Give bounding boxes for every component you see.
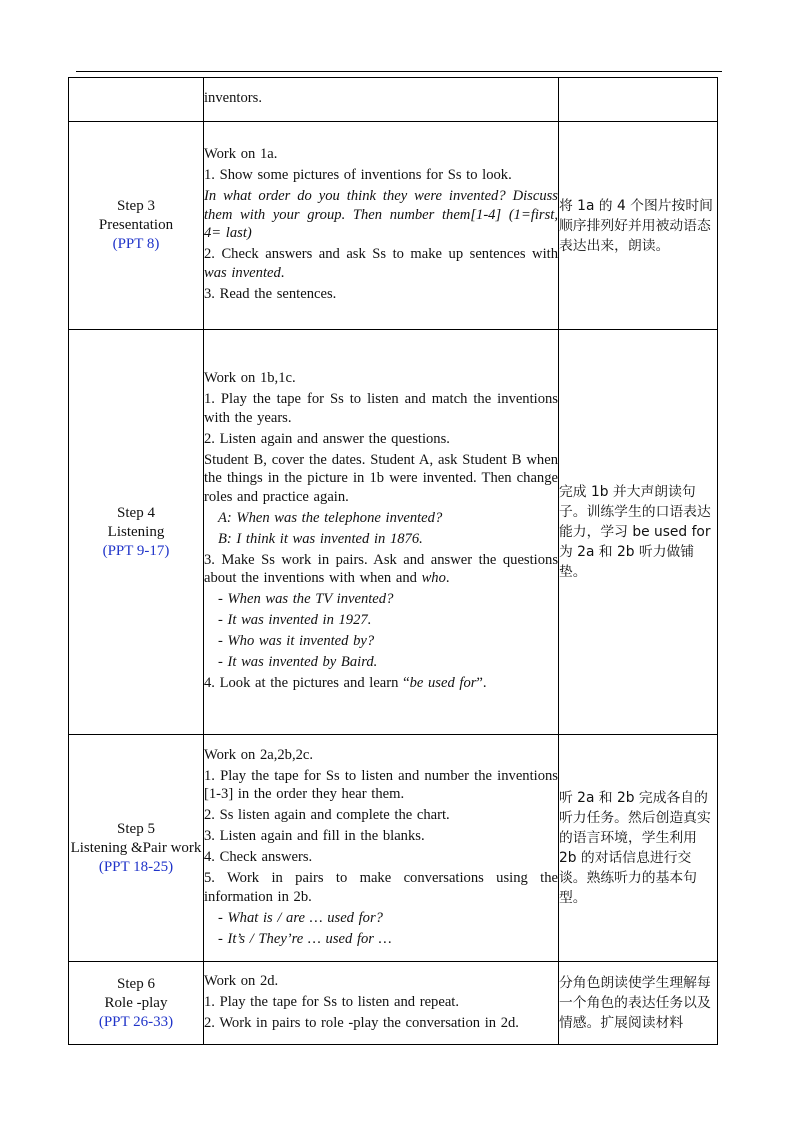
table-row (69, 330, 718, 735)
step-ppt: (PPT 8) (112, 236, 160, 252)
lesson-plan-table (68, 77, 718, 1045)
step-title: Step 5 (117, 820, 155, 837)
activity-line: In what order do you think they were invented? Discuss them with your group. Then number them[1-4] (1=first, 4= last) (204, 188, 558, 242)
step-cell (69, 122, 204, 330)
activity-line: - What is / are … used for? (218, 909, 383, 926)
activity-cell (204, 962, 559, 1045)
purpose-note: 听 2a 和 2b 完成各自的听力任务。然后创造真实的语言环境，学生利用 2b 的对话信息进行交谈。熟练听力的基本句型。 (559, 735, 718, 962)
activity-line: - When was the TV invented? (218, 591, 394, 607)
activity-line: - It’s / They’re … used for … (218, 930, 392, 947)
activity-line: inventors. (204, 90, 262, 106)
activity-line: 1. Play the tape for Ss to listen and repeat. (204, 993, 460, 1010)
activity-line: Work on 1a. (204, 146, 278, 163)
activity-line: 3. Listen again and fill in the blanks. (204, 828, 425, 844)
activity-line: B: I think it was invented in 1876. (218, 530, 423, 547)
activity-line: 2. Work in pairs to role -play the conversation in 2d. (204, 1014, 519, 1031)
step-ppt: (PPT 9-17) (102, 542, 170, 559)
purpose-note: 分角色朗读使学生理解每一个角色的表达任务以及情感。扩展阅读材料 (559, 962, 718, 1045)
table-row (69, 962, 718, 1045)
table-row (69, 78, 718, 122)
table-row (69, 122, 718, 330)
activity-line: 3. Make Ss work in pairs. Ask and answer the questions about the inventions with when and who. (204, 551, 558, 586)
step-ppt: (PPT 26-33) (98, 1013, 174, 1030)
activity-line: Work on 2d. (204, 972, 279, 989)
step-ppt: (PPT 18-25) (98, 858, 174, 875)
activity-line: Work on 1b,1c. (204, 370, 296, 386)
step-cell (69, 330, 204, 735)
step-title: Step 6 (117, 975, 155, 992)
activity-line: 4. Check answers. (204, 849, 313, 865)
step-cell (69, 735, 204, 962)
activity-line: 4. Look at the pictures and learn “be used for”. (204, 675, 487, 691)
activity-line: 3. Read the sentences. (204, 285, 337, 302)
activity-line: 1. Play the tape for Ss to listen and match the inventions with the years. (204, 391, 558, 426)
step-cell (69, 962, 204, 1045)
step-cell (69, 78, 204, 122)
activity-line: 2. Listen again and answer the questions. (204, 430, 450, 447)
step-name: Presentation (98, 217, 174, 233)
activity-line: - It was invented in 1927. (218, 612, 372, 628)
step-name: Role -play (104, 994, 168, 1011)
activity-line: A: When was the telephone invented? (218, 509, 443, 526)
step-title: Step 3 (117, 198, 155, 214)
step-name: Listening &Pair work (70, 839, 202, 856)
purpose-note: 将 1a 的 4 个图片按时间顺序排列好并用被动语态表达出来，朗读。 (559, 122, 718, 330)
activity-cell (204, 330, 559, 735)
activity-line: 5. Work in pairs to make conversations using the information in 2b. (204, 870, 558, 905)
activity-line: - It was invented by Baird. (218, 654, 378, 670)
activity-line: 2. Check answers and ask Ss to make up sentences with was invented. (204, 246, 558, 281)
activity-cell (204, 78, 559, 122)
activity-cell (204, 735, 559, 962)
activity-cell (204, 122, 559, 330)
step-name: Listening (107, 523, 165, 540)
step-title: Step 4 (117, 504, 155, 521)
purpose-note (559, 78, 718, 122)
table-row (69, 735, 718, 962)
activity-line: Student B, cover the dates. Student A, ask Student B when the things in the picture in 1b were invented. Then change roles and practice again. (204, 451, 558, 505)
header-rule (76, 71, 722, 72)
activity-line: 1. Show some pictures of inventions for Ss to look. (204, 167, 512, 184)
activity-line: 1. Play the tape for Ss to listen and number the inventions [1-3] in the order they hear them. (204, 767, 558, 802)
purpose-note: 完成 1b 并大声朗读句子。训练学生的口语表达能力，学习 be used for 为 2a 和 2b 听力做铺垫。 (559, 330, 718, 735)
activity-line: Work on 2a,2b,2c. (204, 746, 314, 763)
activity-line: - Who was it invented by? (218, 633, 375, 649)
activity-line: 2. Ss listen again and complete the chart. (204, 807, 450, 823)
